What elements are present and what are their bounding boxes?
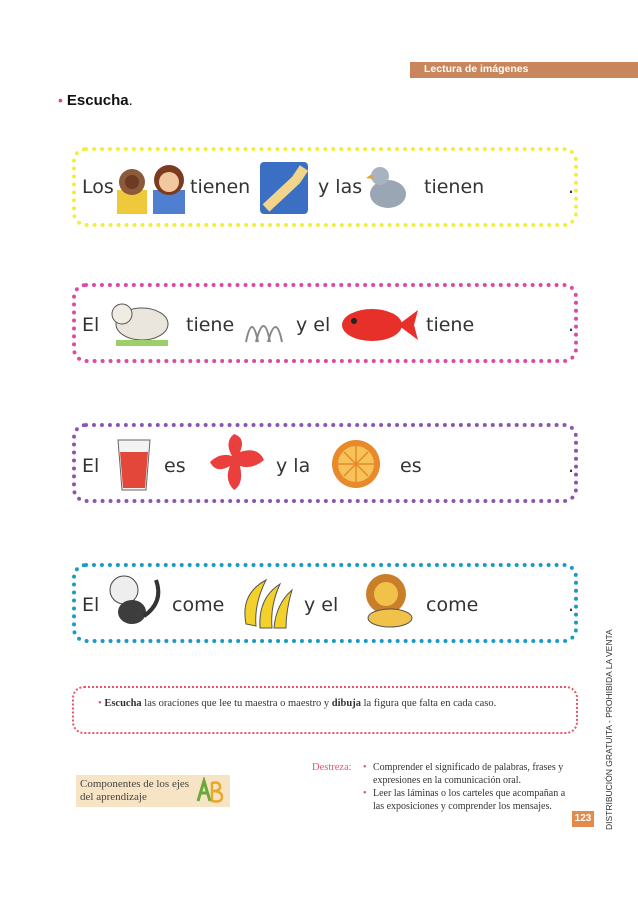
section-header bbox=[410, 62, 638, 78]
page-number: 123 bbox=[572, 811, 594, 827]
side-notice: DISTRIBUCIÓN GRATUITA - PROHIBIDA LA VENTA bbox=[604, 629, 614, 830]
word: . bbox=[568, 176, 575, 198]
componentes-box bbox=[76, 775, 230, 807]
hair-image bbox=[242, 302, 290, 348]
word: . bbox=[568, 314, 575, 336]
word: y el bbox=[304, 594, 339, 616]
componentes-label: Componentes de los ejes del aprendizaje bbox=[80, 778, 190, 803]
word: y el bbox=[296, 314, 331, 336]
monkey-image bbox=[104, 572, 168, 630]
instruction bbox=[58, 92, 133, 109]
word: y las bbox=[318, 176, 363, 198]
lion-image bbox=[356, 572, 416, 630]
word: y la bbox=[276, 455, 311, 477]
word: es bbox=[400, 455, 422, 477]
destreza-list bbox=[363, 762, 573, 814]
arm-image bbox=[256, 160, 312, 216]
word: El bbox=[82, 314, 100, 336]
note-text: • Escucha las oraciones que lee tu maestra o maestro y dibuja la figura que falta en cada caso. bbox=[98, 698, 497, 709]
children-image bbox=[115, 160, 187, 214]
abc-icon bbox=[194, 777, 226, 805]
bananas-image bbox=[236, 574, 296, 632]
word: tiene bbox=[186, 314, 235, 336]
fish-image bbox=[338, 304, 420, 346]
word: es bbox=[164, 455, 186, 477]
word: tienen bbox=[190, 176, 251, 198]
bird-image bbox=[364, 162, 414, 216]
word: El bbox=[82, 455, 100, 477]
instruction-word: Escucha bbox=[66, 92, 129, 109]
word: tienen bbox=[424, 176, 485, 198]
instruction-note bbox=[72, 686, 578, 734]
section-title: Lectura de imágenes bbox=[424, 63, 529, 75]
destreza-label: Destreza: bbox=[312, 762, 352, 773]
destreza-item: • Comprender el significado de palabras, frases y expresiones en la comunicación oral. bbox=[363, 762, 573, 787]
destreza-item: • Leer las láminas o los carteles que acompañan a las exposiciones y comprender los mensajes. bbox=[363, 788, 573, 813]
instruction-bullet: • bbox=[58, 92, 63, 108]
word: . bbox=[568, 594, 575, 616]
orange-image bbox=[330, 436, 382, 492]
word: tiene bbox=[426, 314, 475, 336]
word: come bbox=[172, 594, 225, 616]
word: . bbox=[568, 455, 575, 477]
word: El bbox=[82, 594, 100, 616]
instruction-period: . bbox=[128, 92, 133, 109]
juice-glass-image bbox=[114, 436, 154, 494]
word: come bbox=[426, 594, 479, 616]
red-shape-image bbox=[206, 430, 268, 494]
dog-image bbox=[108, 296, 174, 348]
word: Los bbox=[82, 176, 114, 198]
